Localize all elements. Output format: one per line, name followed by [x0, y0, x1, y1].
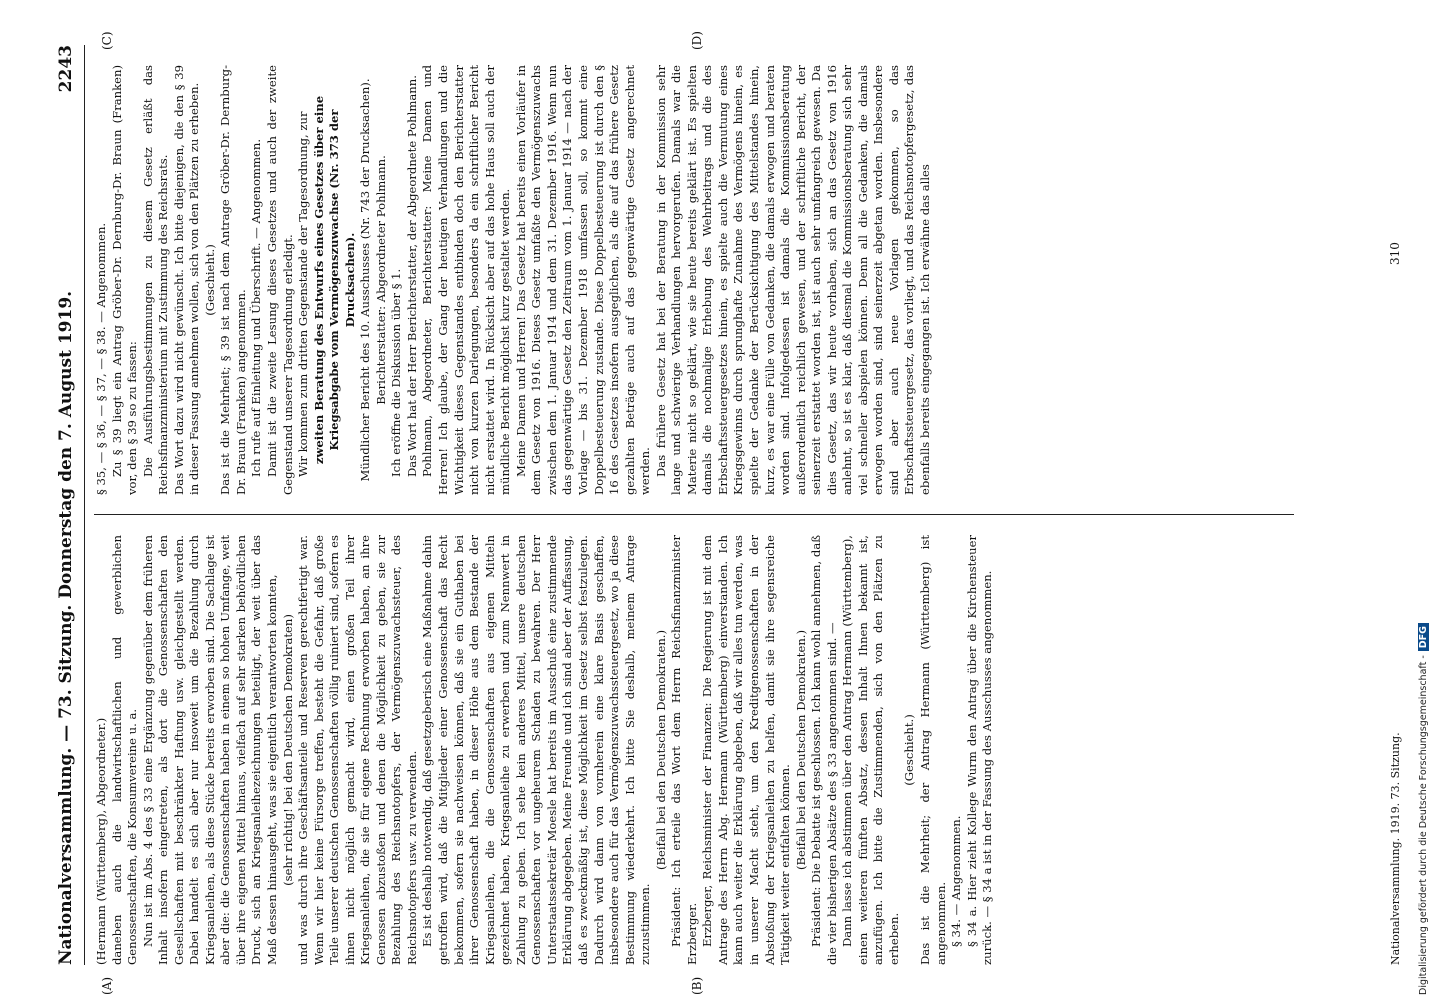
- paragraph: und was durch ihre Geschäftsanteile und Reserven gerechtfertigt war. Wenn wir hier keine Fürsorge treffen, besteht die Gefahr, daß große Teile unserer deutschen Genossenschaften völlig ruiniert sind, sofern es ihnen nicht möglich gemacht wird, einen großen Teil ihrer Kriegsanleihen, die sie für eigene Rechnung erworben haben, an ihre Genossen abzustoßen und denen die Möglichkeit zu geben, sie zur Bezahlung des Reichsnotopfers, der Vermögenszuwachssteuer, des Reichsnotopfers usw. zu verwenden.: [296, 535, 419, 965]
- paragraph: Das Wort dazu wird nicht gewünscht. Ich bitte diejenigen, die den § 39 in dieser Fassung annehmen wollen, sich von den Plätzen zu erheben.: [171, 65, 202, 495]
- dfg-caption-text: Digitalisierung gefördert durch die Deutsche Forschungsgemeinschaft -: [1418, 655, 1429, 995]
- header-rule: [84, 45, 85, 965]
- paragraph: § 34. — Angenommen.: [949, 815, 964, 947]
- paragraph: Nun ist im Abs. 4 des § 33 eine Ergänzung gegenüber dem früheren Inhalt insofern eingetreten, als dort die Genossenschaften den Gesellschaften mit beschränkter Haftung usw. gleichgestellt werden. Dabei handelt es sich aber nur insoweit um die Bezahlung durch Kriegsanleihen, als diese Stücke bereits erworben sind. Die Sachlage ist aber die: die Genossenschaften haben in einem so hohen Umfange, weit über ihre eigenen Mittel hinaus, vielfach auf sehr starken behördlichen Druck, sich an Kriegsanleihezeichnungen beteiligt, der weit über das Maß dessen hinausgeht, was sie eigentlich verantworten konnten,: [140, 535, 280, 965]
- paragraph: Das Wort hat der Herr Berichterstatter, der Abgeordnete Pohlmann.: [404, 75, 419, 477]
- paragraph: Präsident: Ich erteile das Wort dem Herrn Reichsfinanzminister Erzberger.: [669, 535, 699, 965]
- agenda-heading: zweiten Beratung des Entwurfs eines Gesetzes über eine Kriegsabgabe vom Vermögenszuwachse (Nr. 373 der Drucksachen).: [311, 95, 357, 465]
- column-divider: [94, 514, 1294, 515]
- paragraph: Das ist die Mehrheit; der Antrag Hermann (Württemberg) ist angenommen.: [917, 535, 948, 965]
- paragraph: Präsident: Die Debatte ist geschlossen. Ich kann wohl annehmen, daß die vier bisherigen Absätze des § 33 angenommen sind. —: [809, 535, 839, 965]
- interjection: (Beifall bei den Deutschen Demokraten.): [653, 629, 668, 871]
- paragraph: Ich rufe auf Einleitung und Überschrift. — Angenommen.: [249, 138, 264, 477]
- paragraph: Damit ist die zweite Lesung dieses Gesetzes und auch der zweite Gegenstand unserer Tagesordnung erledigt.: [265, 65, 295, 495]
- dfg-caption: [1418, 5, 1432, 995]
- running-header: Nationalversammlung. — 73. Sitzung. Donnerstag den 7. August 1919.: [56, 290, 76, 965]
- paragraph: Erzberger, Reichsminister der Finanzen: Die Regierung ist mit dem Antrage des Herrn Abg. Hermann (Württemberg) einverstanden. Ich kann auch weiter die Erklärung abgeben, daß wir alles tun werden, was in unserer Macht steht, um den Kreditgenossenschaften in der Abstoßung der Kriegsanleihen zu helfen, damit sie ihre segensreiche Tätigkeit weiter entfalten können.: [700, 535, 793, 965]
- paragraph: Zu § 39 liegt ein Antrag Gröber-Dr. Dernburg-Dr. Braun (Franken) vor, den § 39 so zu fassen:: [109, 65, 140, 495]
- paragraph: § 35, — § 36, — § 37, — § 38. — Angenommen.: [94, 222, 108, 495]
- quoted-motion: Die Ausführungsbestimmungen zu diesem Gesetz erläßt das Reichsfinanzministerium mit Zustimmung des Reichsrats.: [140, 65, 171, 495]
- paragraph: Pohlmann, Abgeordneter, Berichterstatter: Meine Damen und Herren! Ich glaube, der Gang der heutigen Verhandlungen und die Wichtigkeit dieses Gegenstandes entbinden doch den Berichterstatter nicht von kurzen Darlegungen, besonders da ein schriftlicher Bericht nicht erstattet wird. In Rücksicht aber auf das hohe Haus soll auch der mündliche Bericht möglichst kurz gestaltet werden.: [420, 65, 513, 495]
- paragraph: Das ist die Mehrheit; § 39 ist nach dem Antrage Gröber-Dr. Dernburg-Dr. Braun (Franken) angenommen.: [218, 65, 248, 495]
- margin-marker-b: (B): [690, 976, 704, 995]
- page-number: 2243: [56, 45, 76, 93]
- paragraph: Ich eröffne die Diskussion über § 1.: [389, 268, 404, 477]
- rotated-document-page: [40, 31, 1410, 995]
- interjection: (Beifall bei den Deutschen Demokraten.): [793, 629, 808, 871]
- paragraph: § 34 a. Hier zieht Kollege Wurm den Antrag über die Kirchensteuer zurück. — § 34 a ist in der Fassung des Ausschusses angenommen.: [964, 535, 995, 965]
- paragraph: daneben auch die landwirtschaftlichen und gewerblichen Genossenschaften, die Konsumvereine u. a.: [109, 535, 140, 965]
- rapporteur: Berichterstatter: Abgeordneter Pohlmann.: [373, 155, 388, 405]
- paragraph: Meine Damen und Herren! Das Gesetz hat bereits einen Vorläufer in dem Gesetz von 1916. Dieses Gesetz umfaßte den Vermögenszuwachs zwischen dem 1. Januar 1914 und dem 31. Dezember 1916. Wenn nun das gegenwärtige Gesetz den Zeitraum vom 1. Januar 1914 — nach der Vorlage — bis 31. Dezember 1918 umfassen soll, so kommt eine Doppelbesteuerung zustande. Diese Doppelbesteuerung ist durch den § 16 des Gesetzes insofern ausgeglichen, als die auf das frühere Gesetz gezahlten Beträge auch auf das gegenwärtige Gesetz angerechnet werden.: [513, 65, 653, 495]
- agenda-report: Mündlicher Bericht des 10. Ausschusses (Nr. 743 der Drucksachen).: [358, 78, 373, 482]
- interjection: (Geschieht.): [202, 244, 217, 316]
- paragraph: Wir kommen zum dritten Gegenstande der Tagesordnung, zur: [296, 111, 311, 477]
- margin-marker-c: (C): [100, 31, 114, 50]
- paragraph: Es ist deshalb notwendig, daß gesetzgeberisch eine Maßnahme dahin getroffen wird, daß die Mitglieder einer Genossenschaft das Recht bekommen, sofern sie nachweisen können, daß sie ein Guthaben bei ihrer Genossenschaft haben, in dieser Höhe aus dem Bestande der Kriegsanleihen, die die Genossenschaften aus eigenen Mitteln gezeichnet haben, Kriegsanleihe zu erwerben und zum Nennwert in Zahlung zu geben. Ich sehe kein anderes Mittel, unsere deutschen Genossenschaften vor ungeheurem Schaden zu bewahren. Der Herr Unterstaatssekretär Moesle hat bereits im Ausschuß eine zustimmende Erklärung abgegeben. Meine Freunde und ich sind aber der Auffassung, daß es zweckmäßig ist, diese Möglichkeit im Gesetz selbst festzulegen. Dadurch wird dann von vornherein eine klare Basis geschaffen, insbesondere auch für das Vermögenszuwachssteuergesetz, wo ja diese Bestimmung wiederkehrt. Ich bitte Sie deshalb, meinem Antrage zuzustimmen.: [420, 535, 653, 965]
- page-footer: Nationalversammlung. 1919. 73. Sitzung.: [1389, 732, 1402, 965]
- margin-marker-d: (D): [690, 31, 704, 50]
- paragraph: Dann lasse ich abstimmen über den Antrag Hermann (Württemberg), einen weiteren fünften Absatz, dessen Inhalt Ihnen bekannt ist, anzufügen. Ich bitte die Zustimmenden, sich von den Plätzen zu erheben.: [840, 535, 901, 965]
- paragraph: Das frühere Gesetz hat bei der Beratung in der Kommission sehr lange und schwierige Verhandlungen hervorgerufen. Damals war die Materie nicht so geklärt, wie sie heute bereits geklärt ist. Es spielten damals die nochmalige Erhebung des Wehrbeitrags und die des Erbschaftssteuergesetzes hinein, es spielte auch die Vermutung eines Kriegsgewinns durch sprunghafte Zunahme des Vermögens hinein, es spielte der Gedanke der Berücksichtigung des Mittelstandes hinein, kurz, es war eine Fülle von Gedanken, die damals erwogen und beraten worden sind. Infolgedessen ist damals die Kommissionsberatung außerordentlich reichlich gewesen, und der schriftliche Bericht, der seinerzeit erstattet worden ist, ist auch sehr umfangreich gewesen. Da dies Gesetz, das wir heute vorhaben, sich an das Gesetz von 1916 anlehnt, so ist es klar, daß diesmal die Kommissionsberatung sich sehr viel schneller abspielen können. Denn all die Gedanken, die damals erwogen worden sind, sind seinerzeit abgetan worden. Insbesondere sind aber auch neue Vorlagen gekommen, so das Erbschaftssteuergesetz, das vorliegt, und das Reichsnotopfergesetz, das ebenfalls bereits eingegangen ist. Ich erwähne das alles: [653, 65, 932, 495]
- margin-marker-a: (A): [100, 976, 114, 995]
- page-header: [48, 45, 88, 965]
- interjection: (sehr richtig! bei den Deutschen Demokraten): [280, 614, 295, 886]
- paragraph: (Hermann (Württemberg), Abgeordneter.): [94, 717, 108, 965]
- right-column: [94, 65, 934, 495]
- sheet-number: 310: [1388, 242, 1402, 265]
- dfg-logo: DFG: [1418, 623, 1429, 651]
- interjection: (Geschieht.): [902, 714, 917, 786]
- left-column: [94, 535, 996, 965]
